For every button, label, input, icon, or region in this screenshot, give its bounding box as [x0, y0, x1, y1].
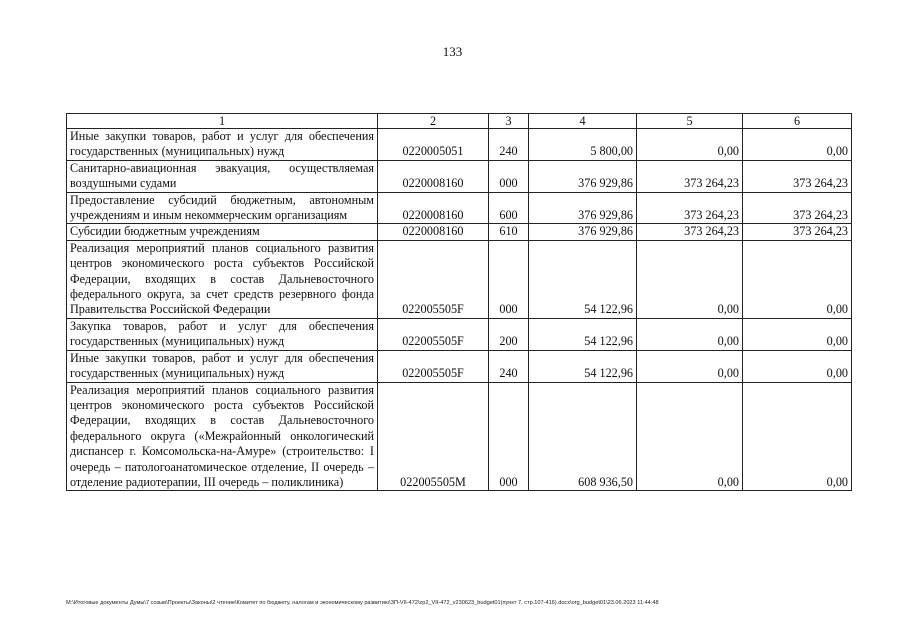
row-amount-1: 54 122,96	[529, 350, 637, 382]
row-amount-1: 5 800,00	[529, 129, 637, 161]
table-header-row	[67, 114, 852, 129]
row-name: Реализация мероприятий планов социального развития центров экономического роста субъектов Российской Федерации, входящих в состав Дальневосточного федерального округа («Межрайонный онкологический диспансер г. Комсомольска-на-Амуре» (строительство: I очередь – патологоанатомическое отделение, II очередь – отделение радиотерапии, III очередь – поликлиника)	[67, 382, 378, 491]
row-target-article: 022005505F	[378, 318, 489, 350]
row-amount-2: 0,00	[637, 129, 743, 161]
row-amount-2: 0,00	[637, 350, 743, 382]
row-name: Закупка товаров, работ и услуг для обеспечения государственных (муниципальных) нужд	[67, 318, 378, 350]
header-col-1: 1	[67, 114, 378, 129]
row-amount-3: 0,00	[743, 129, 852, 161]
row-expense-type: 200	[489, 318, 529, 350]
header-col-6: 6	[743, 114, 852, 129]
table-row	[67, 350, 852, 382]
row-amount-1: 54 122,96	[529, 240, 637, 318]
table-row	[67, 160, 852, 192]
row-name: Иные закупки товаров, работ и услуг для обеспечения государственных (муниципальных) нужд	[67, 129, 378, 161]
row-amount-2: 0,00	[637, 240, 743, 318]
row-expense-type: 000	[489, 240, 529, 318]
row-target-article: 022005505F	[378, 240, 489, 318]
header-col-5: 5	[637, 114, 743, 129]
row-amount-3: 0,00	[743, 240, 852, 318]
row-expense-type: 240	[489, 129, 529, 161]
row-amount-1: 608 936,50	[529, 382, 637, 491]
row-expense-type: 600	[489, 192, 529, 224]
row-amount-1: 376 929,86	[529, 224, 637, 240]
row-target-article: 0220005051	[378, 129, 489, 161]
row-amount-1: 376 929,86	[529, 160, 637, 192]
row-expense-type: 000	[489, 382, 529, 491]
row-expense-type: 610	[489, 224, 529, 240]
row-amount-2: 0,00	[637, 382, 743, 491]
table-row	[67, 192, 852, 224]
table-row	[67, 224, 852, 240]
row-amount-3: 0,00	[743, 318, 852, 350]
row-name: Реализация мероприятий планов социального развития центров экономического роста субъектов Российской Федерации, входящих в состав Дальневосточного федерального округа, за счет средств резервного фонда Правительства Российской Федерации	[67, 240, 378, 318]
row-name: Субсидии бюджетным учреждениям	[67, 224, 378, 240]
header-col-3: 3	[489, 114, 529, 129]
table-row	[67, 240, 852, 318]
row-target-article: 0220008160	[378, 192, 489, 224]
table-row	[67, 129, 852, 161]
row-amount-2: 0,00	[637, 318, 743, 350]
row-target-article: 0220008160	[378, 224, 489, 240]
row-amount-1: 54 122,96	[529, 318, 637, 350]
row-amount-3: 373 264,23	[743, 224, 852, 240]
row-target-article: 022005505F	[378, 350, 489, 382]
budget-table	[66, 113, 852, 491]
row-amount-3: 373 264,23	[743, 160, 852, 192]
row-target-article: 0220008160	[378, 160, 489, 192]
row-amount-3: 0,00	[743, 350, 852, 382]
row-amount-2: 373 264,23	[637, 192, 743, 224]
row-amount-3: 0,00	[743, 382, 852, 491]
row-amount-3: 373 264,23	[743, 192, 852, 224]
row-name: Санитарно-авиационная эвакуация, осуществляемая воздушными судами	[67, 160, 378, 192]
table-row	[67, 382, 852, 491]
header-col-2: 2	[378, 114, 489, 129]
row-amount-2: 373 264,23	[637, 224, 743, 240]
row-amount-2: 373 264,23	[637, 160, 743, 192]
header-col-4: 4	[529, 114, 637, 129]
row-expense-type: 240	[489, 350, 529, 382]
row-target-article: 022005505M	[378, 382, 489, 491]
row-amount-1: 376 929,86	[529, 192, 637, 224]
row-name: Иные закупки товаров, работ и услуг для обеспечения государственных (муниципальных) нужд	[67, 350, 378, 382]
page-number: 133	[442, 44, 463, 59]
row-expense-type: 000	[489, 160, 529, 192]
document-path-footer: M:\Итоговые документы Думы\7 созыв\Проекты\Законы\2 чтение\Комитет по бюджету, налогам и экономическому развитию\ЗП-VII-472\zp2_VII-472_v230623_budget01(пункт 7, стр.107-416).docx\org_budget01\23.06.2023 11:44:48	[66, 600, 659, 606]
table-row	[67, 318, 852, 350]
row-name: Предоставление субсидий бюджетным, автономным учреждениям и иным некоммерческим организациям	[67, 192, 378, 224]
